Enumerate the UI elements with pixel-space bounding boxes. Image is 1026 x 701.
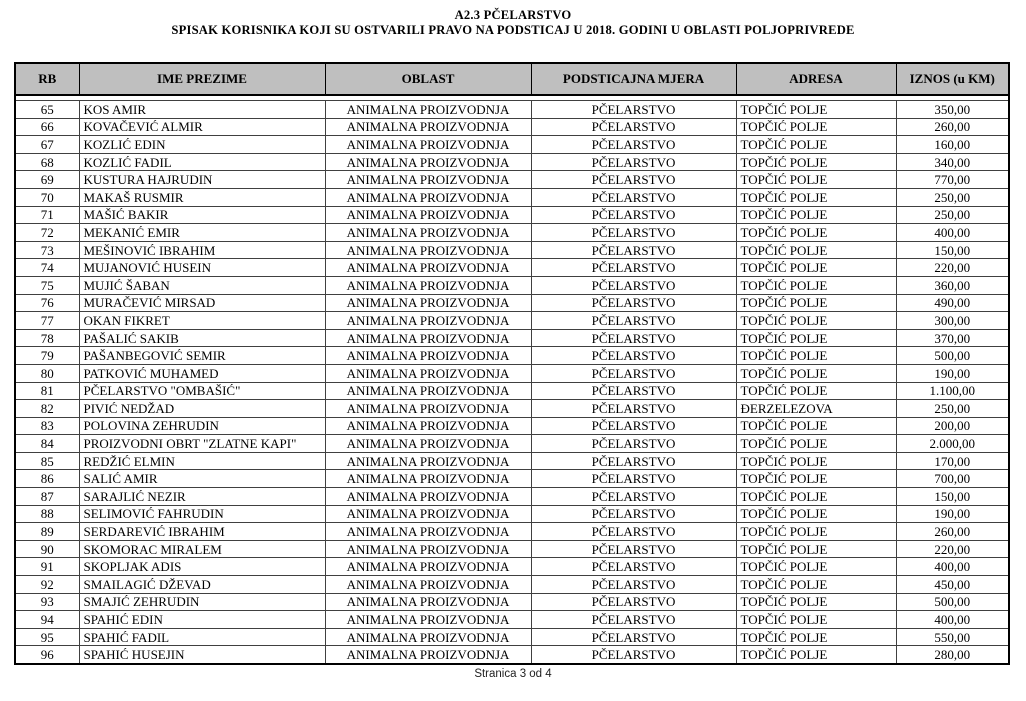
cell-adresa: TOPČIĆ POLJE bbox=[736, 576, 896, 594]
cell-ime-prezime: SPAHIĆ FADIL bbox=[79, 628, 325, 646]
cell-iznos: 500,00 bbox=[896, 593, 1009, 611]
cell-rb: 78 bbox=[15, 329, 79, 347]
cell-rb: 93 bbox=[15, 593, 79, 611]
table-row bbox=[15, 101, 1009, 119]
table-row bbox=[15, 118, 1009, 136]
cell-ime-prezime: PROIZVODNI OBRT "ZLATNE KAPI" bbox=[79, 435, 325, 453]
cell-adresa: TOPČIĆ POLJE bbox=[736, 294, 896, 312]
cell-podsticajna-mjera: PČELARSTVO bbox=[531, 347, 736, 365]
cell-oblast: ANIMALNA PROIZVODNJA bbox=[325, 611, 531, 629]
cell-ime-prezime: SKOMORAC MIRALEM bbox=[79, 540, 325, 558]
cell-podsticajna-mjera: PČELARSTVO bbox=[531, 540, 736, 558]
cell-adresa: TOPČIĆ POLJE bbox=[736, 101, 896, 119]
cell-oblast: ANIMALNA PROIZVODNJA bbox=[325, 259, 531, 277]
table-row bbox=[15, 382, 1009, 400]
cell-rb: 87 bbox=[15, 488, 79, 506]
cell-adresa: TOPČIĆ POLJE bbox=[736, 171, 896, 189]
cell-iznos: 260,00 bbox=[896, 118, 1009, 136]
cell-adresa: TOPČIĆ POLJE bbox=[736, 136, 896, 154]
cell-adresa: TOPČIĆ POLJE bbox=[736, 435, 896, 453]
cell-adresa: TOPČIĆ POLJE bbox=[736, 417, 896, 435]
cell-adresa: TOPČIĆ POLJE bbox=[736, 259, 896, 277]
cell-adresa: TOPČIĆ POLJE bbox=[736, 611, 896, 629]
cell-ime-prezime: PATKOVIĆ MUHAMED bbox=[79, 364, 325, 382]
page-number-indicator: Stranica 3 od 4 bbox=[474, 668, 552, 680]
column-header-oblast: OBLAST bbox=[325, 63, 531, 95]
cell-oblast: ANIMALNA PROIZVODNJA bbox=[325, 417, 531, 435]
cell-ime-prezime: MEŠINOVIĆ IBRAHIM bbox=[79, 241, 325, 259]
cell-oblast: ANIMALNA PROIZVODNJA bbox=[325, 118, 531, 136]
cell-iznos: 370,00 bbox=[896, 329, 1009, 347]
cell-adresa: TOPČIĆ POLJE bbox=[736, 558, 896, 576]
cell-podsticajna-mjera: PČELARSTVO bbox=[531, 576, 736, 594]
cell-podsticajna-mjera: PČELARSTVO bbox=[531, 276, 736, 294]
cell-iznos: 300,00 bbox=[896, 312, 1009, 330]
table-row bbox=[15, 171, 1009, 189]
cell-podsticajna-mjera: PČELARSTVO bbox=[531, 558, 736, 576]
cell-podsticajna-mjera: PČELARSTVO bbox=[531, 470, 736, 488]
table-row bbox=[15, 488, 1009, 506]
cell-ime-prezime: SALIĆ AMIR bbox=[79, 470, 325, 488]
cell-ime-prezime: SMAJIĆ ZEHRUDIN bbox=[79, 593, 325, 611]
cell-rb: 92 bbox=[15, 576, 79, 594]
cell-iznos: 1.100,00 bbox=[896, 382, 1009, 400]
cell-oblast: ANIMALNA PROIZVODNJA bbox=[325, 488, 531, 506]
cell-ime-prezime: SELIMOVIĆ FAHRUDIN bbox=[79, 505, 325, 523]
cell-oblast: ANIMALNA PROIZVODNJA bbox=[325, 294, 531, 312]
cell-adresa: TOPČIĆ POLJE bbox=[736, 329, 896, 347]
cell-rb: 81 bbox=[15, 382, 79, 400]
cell-podsticajna-mjera: PČELARSTVO bbox=[531, 646, 736, 664]
cell-ime-prezime: SKOPLJAK ADIS bbox=[79, 558, 325, 576]
table-row bbox=[15, 347, 1009, 365]
cell-ime-prezime: SPAHIĆ HUSEJIN bbox=[79, 646, 325, 664]
cell-rb: 71 bbox=[15, 206, 79, 224]
cell-adresa: TOPČIĆ POLJE bbox=[736, 382, 896, 400]
cell-rb: 72 bbox=[15, 224, 79, 242]
cell-adresa: TOPČIĆ POLJE bbox=[736, 224, 896, 242]
cell-podsticajna-mjera: PČELARSTVO bbox=[531, 611, 736, 629]
cell-ime-prezime: PČELARSTVO "OMBAŠIĆ" bbox=[79, 382, 325, 400]
cell-iznos: 700,00 bbox=[896, 470, 1009, 488]
cell-iznos: 170,00 bbox=[896, 452, 1009, 470]
cell-ime-prezime: SMAILAGIĆ DŽEVAD bbox=[79, 576, 325, 594]
column-header-rb: RB bbox=[15, 63, 79, 95]
cell-podsticajna-mjera: PČELARSTVO bbox=[531, 488, 736, 506]
cell-rb: 88 bbox=[15, 505, 79, 523]
cell-iznos: 2.000,00 bbox=[896, 435, 1009, 453]
table-row bbox=[15, 523, 1009, 541]
cell-oblast: ANIMALNA PROIZVODNJA bbox=[325, 224, 531, 242]
cell-ime-prezime: MUJANOVIĆ HUSEIN bbox=[79, 259, 325, 277]
table-row bbox=[15, 558, 1009, 576]
cell-oblast: ANIMALNA PROIZVODNJA bbox=[325, 382, 531, 400]
document-title-line2: SPISAK KORISNIKA KOJI SU OSTVARILI PRAVO NA PODSTICAJ U 2018. GODINI U OBLASTI POLJOPRIVREDE bbox=[171, 23, 855, 37]
cell-adresa: TOPČIĆ POLJE bbox=[736, 470, 896, 488]
table-row bbox=[15, 312, 1009, 330]
table-row bbox=[15, 435, 1009, 453]
subsidy-table bbox=[14, 62, 1010, 665]
cell-podsticajna-mjera: PČELARSTVO bbox=[531, 505, 736, 523]
cell-rb: 90 bbox=[15, 540, 79, 558]
cell-oblast: ANIMALNA PROIZVODNJA bbox=[325, 628, 531, 646]
cell-iznos: 250,00 bbox=[896, 188, 1009, 206]
cell-rb: 74 bbox=[15, 259, 79, 277]
cell-adresa: TOPČIĆ POLJE bbox=[736, 206, 896, 224]
cell-rb: 96 bbox=[15, 646, 79, 664]
cell-rb: 68 bbox=[15, 153, 79, 171]
cell-ime-prezime: MAŠIĆ BAKIR bbox=[79, 206, 325, 224]
table-header bbox=[15, 63, 1009, 95]
cell-podsticajna-mjera: PČELARSTVO bbox=[531, 628, 736, 646]
cell-podsticajna-mjera: PČELARSTVO bbox=[531, 435, 736, 453]
cell-rb: 76 bbox=[15, 294, 79, 312]
table-row bbox=[15, 206, 1009, 224]
cell-podsticajna-mjera: PČELARSTVO bbox=[531, 136, 736, 154]
cell-ime-prezime: PAŠANBEGOVIĆ SEMIR bbox=[79, 347, 325, 365]
cell-iznos: 250,00 bbox=[896, 206, 1009, 224]
cell-iznos: 360,00 bbox=[896, 276, 1009, 294]
table-row bbox=[15, 646, 1009, 664]
table-header-row bbox=[15, 63, 1009, 95]
cell-iznos: 260,00 bbox=[896, 523, 1009, 541]
cell-podsticajna-mjera: PČELARSTVO bbox=[531, 400, 736, 418]
cell-podsticajna-mjera: PČELARSTVO bbox=[531, 224, 736, 242]
cell-oblast: ANIMALNA PROIZVODNJA bbox=[325, 188, 531, 206]
cell-ime-prezime: KOZLIĆ EDIN bbox=[79, 136, 325, 154]
cell-podsticajna-mjera: PČELARSTVO bbox=[531, 593, 736, 611]
cell-oblast: ANIMALNA PROIZVODNJA bbox=[325, 241, 531, 259]
table-row bbox=[15, 329, 1009, 347]
cell-adresa: TOPČIĆ POLJE bbox=[736, 347, 896, 365]
cell-ime-prezime: KOZLIĆ FADIL bbox=[79, 153, 325, 171]
cell-iznos: 190,00 bbox=[896, 364, 1009, 382]
table-row bbox=[15, 611, 1009, 629]
cell-rb: 89 bbox=[15, 523, 79, 541]
cell-rb: 95 bbox=[15, 628, 79, 646]
table-row bbox=[15, 364, 1009, 382]
cell-adresa: TOPČIĆ POLJE bbox=[736, 312, 896, 330]
cell-oblast: ANIMALNA PROIZVODNJA bbox=[325, 101, 531, 119]
cell-podsticajna-mjera: PČELARSTVO bbox=[531, 259, 736, 277]
cell-iznos: 400,00 bbox=[896, 558, 1009, 576]
cell-rb: 66 bbox=[15, 118, 79, 136]
cell-adresa: TOPČIĆ POLJE bbox=[736, 540, 896, 558]
cell-iznos: 450,00 bbox=[896, 576, 1009, 594]
cell-rb: 91 bbox=[15, 558, 79, 576]
column-header-iznos: IZNOS (u KM) bbox=[896, 63, 1009, 95]
cell-podsticajna-mjera: PČELARSTVO bbox=[531, 364, 736, 382]
cell-podsticajna-mjera: PČELARSTVO bbox=[531, 312, 736, 330]
cell-iznos: 550,00 bbox=[896, 628, 1009, 646]
cell-podsticajna-mjera: PČELARSTVO bbox=[531, 153, 736, 171]
cell-adresa: TOPČIĆ POLJE bbox=[736, 452, 896, 470]
table-row bbox=[15, 540, 1009, 558]
cell-adresa: TOPČIĆ POLJE bbox=[736, 646, 896, 664]
cell-rb: 73 bbox=[15, 241, 79, 259]
cell-ime-prezime: POLOVINA ZEHRUDIN bbox=[79, 417, 325, 435]
cell-rb: 67 bbox=[15, 136, 79, 154]
cell-rb: 83 bbox=[15, 417, 79, 435]
table-row bbox=[15, 259, 1009, 277]
cell-oblast: ANIMALNA PROIZVODNJA bbox=[325, 470, 531, 488]
cell-podsticajna-mjera: PČELARSTVO bbox=[531, 118, 736, 136]
cell-ime-prezime: SERDAREVIĆ IBRAHIM bbox=[79, 523, 325, 541]
cell-rb: 80 bbox=[15, 364, 79, 382]
table-row bbox=[15, 628, 1009, 646]
cell-iznos: 250,00 bbox=[896, 400, 1009, 418]
cell-podsticajna-mjera: PČELARSTVO bbox=[531, 417, 736, 435]
cell-rb: 85 bbox=[15, 452, 79, 470]
cell-ime-prezime: OKAN FIKRET bbox=[79, 312, 325, 330]
cell-adresa: TOPČIĆ POLJE bbox=[736, 505, 896, 523]
table-row bbox=[15, 294, 1009, 312]
cell-oblast: ANIMALNA PROIZVODNJA bbox=[325, 276, 531, 294]
cell-oblast: ANIMALNA PROIZVODNJA bbox=[325, 646, 531, 664]
cell-ime-prezime: KUSTURA HAJRUDIN bbox=[79, 171, 325, 189]
cell-ime-prezime: MUJIĆ ŠABAN bbox=[79, 276, 325, 294]
cell-adresa: ĐERZELEZOVA bbox=[736, 400, 896, 418]
cell-adresa: TOPČIĆ POLJE bbox=[736, 523, 896, 541]
cell-iznos: 350,00 bbox=[896, 101, 1009, 119]
cell-adresa: TOPČIĆ POLJE bbox=[736, 118, 896, 136]
cell-iznos: 220,00 bbox=[896, 259, 1009, 277]
cell-iznos: 340,00 bbox=[896, 153, 1009, 171]
cell-ime-prezime: MEKANIĆ EMIR bbox=[79, 224, 325, 242]
cell-adresa: TOPČIĆ POLJE bbox=[736, 153, 896, 171]
cell-adresa: TOPČIĆ POLJE bbox=[736, 276, 896, 294]
table-row bbox=[15, 224, 1009, 242]
cell-ime-prezime: MAKAŠ RUSMIR bbox=[79, 188, 325, 206]
table-row bbox=[15, 276, 1009, 294]
cell-ime-prezime: REDŽIĆ ELMIN bbox=[79, 452, 325, 470]
cell-podsticajna-mjera: PČELARSTVO bbox=[531, 188, 736, 206]
cell-podsticajna-mjera: PČELARSTVO bbox=[531, 523, 736, 541]
cell-oblast: ANIMALNA PROIZVODNJA bbox=[325, 505, 531, 523]
cell-podsticajna-mjera: PČELARSTVO bbox=[531, 329, 736, 347]
cell-iznos: 400,00 bbox=[896, 611, 1009, 629]
table-row bbox=[15, 400, 1009, 418]
cell-adresa: TOPČIĆ POLJE bbox=[736, 188, 896, 206]
cell-rb: 79 bbox=[15, 347, 79, 365]
cell-iznos: 280,00 bbox=[896, 646, 1009, 664]
table-row bbox=[15, 241, 1009, 259]
cell-oblast: ANIMALNA PROIZVODNJA bbox=[325, 576, 531, 594]
cell-rb: 77 bbox=[15, 312, 79, 330]
cell-rb: 75 bbox=[15, 276, 79, 294]
cell-iznos: 400,00 bbox=[896, 224, 1009, 242]
table-row bbox=[15, 470, 1009, 488]
cell-oblast: ANIMALNA PROIZVODNJA bbox=[325, 329, 531, 347]
cell-iznos: 200,00 bbox=[896, 417, 1009, 435]
cell-adresa: TOPČIĆ POLJE bbox=[736, 593, 896, 611]
table-row bbox=[15, 417, 1009, 435]
cell-ime-prezime: PIVIĆ NEDŽAD bbox=[79, 400, 325, 418]
table-row bbox=[15, 136, 1009, 154]
table-row bbox=[15, 188, 1009, 206]
cell-oblast: ANIMALNA PROIZVODNJA bbox=[325, 312, 531, 330]
cell-podsticajna-mjera: PČELARSTVO bbox=[531, 241, 736, 259]
cell-podsticajna-mjera: PČELARSTVO bbox=[531, 452, 736, 470]
cell-iznos: 770,00 bbox=[896, 171, 1009, 189]
cell-ime-prezime: KOS AMIR bbox=[79, 101, 325, 119]
cell-rb: 70 bbox=[15, 188, 79, 206]
table-row bbox=[15, 505, 1009, 523]
cell-oblast: ANIMALNA PROIZVODNJA bbox=[325, 593, 531, 611]
cell-rb: 86 bbox=[15, 470, 79, 488]
cell-ime-prezime: SARAJLIĆ NEZIR bbox=[79, 488, 325, 506]
cell-iznos: 490,00 bbox=[896, 294, 1009, 312]
cell-oblast: ANIMALNA PROIZVODNJA bbox=[325, 136, 531, 154]
cell-oblast: ANIMALNA PROIZVODNJA bbox=[325, 558, 531, 576]
cell-ime-prezime: MURAČEVIĆ MIRSAD bbox=[79, 294, 325, 312]
cell-iznos: 150,00 bbox=[896, 488, 1009, 506]
table-row bbox=[15, 576, 1009, 594]
document-title bbox=[0, 8, 1026, 38]
cell-rb: 94 bbox=[15, 611, 79, 629]
cell-oblast: ANIMALNA PROIZVODNJA bbox=[325, 153, 531, 171]
cell-oblast: ANIMALNA PROIZVODNJA bbox=[325, 452, 531, 470]
cell-oblast: ANIMALNA PROIZVODNJA bbox=[325, 400, 531, 418]
table-body bbox=[15, 95, 1009, 664]
cell-oblast: ANIMALNA PROIZVODNJA bbox=[325, 171, 531, 189]
cell-rb: 82 bbox=[15, 400, 79, 418]
cell-podsticajna-mjera: PČELARSTVO bbox=[531, 101, 736, 119]
cell-ime-prezime: SPAHIĆ EDIN bbox=[79, 611, 325, 629]
cell-iznos: 220,00 bbox=[896, 540, 1009, 558]
cell-adresa: TOPČIĆ POLJE bbox=[736, 241, 896, 259]
cell-iznos: 160,00 bbox=[896, 136, 1009, 154]
cell-podsticajna-mjera: PČELARSTVO bbox=[531, 171, 736, 189]
cell-podsticajna-mjera: PČELARSTVO bbox=[531, 206, 736, 224]
cell-adresa: TOPČIĆ POLJE bbox=[736, 488, 896, 506]
cell-iznos: 190,00 bbox=[896, 505, 1009, 523]
cell-adresa: TOPČIĆ POLJE bbox=[736, 628, 896, 646]
cell-oblast: ANIMALNA PROIZVODNJA bbox=[325, 435, 531, 453]
cell-rb: 65 bbox=[15, 101, 79, 119]
cell-oblast: ANIMALNA PROIZVODNJA bbox=[325, 206, 531, 224]
cell-iznos: 500,00 bbox=[896, 347, 1009, 365]
cell-podsticajna-mjera: PČELARSTVO bbox=[531, 294, 736, 312]
column-header-adresa: ADRESA bbox=[736, 63, 896, 95]
table-row bbox=[15, 153, 1009, 171]
cell-oblast: ANIMALNA PROIZVODNJA bbox=[325, 523, 531, 541]
cell-iznos: 150,00 bbox=[896, 241, 1009, 259]
table-row bbox=[15, 593, 1009, 611]
cell-oblast: ANIMALNA PROIZVODNJA bbox=[325, 540, 531, 558]
cell-oblast: ANIMALNA PROIZVODNJA bbox=[325, 364, 531, 382]
cell-ime-prezime: PAŠALIĆ SAKIB bbox=[79, 329, 325, 347]
column-header-ime-prezime: IME PREZIME bbox=[79, 63, 325, 95]
table-row bbox=[15, 452, 1009, 470]
cell-oblast: ANIMALNA PROIZVODNJA bbox=[325, 347, 531, 365]
cell-ime-prezime: KOVAČEVIĆ ALMIR bbox=[79, 118, 325, 136]
column-header-podsticajna-mjera: PODSTICAJNA MJERA bbox=[531, 63, 736, 95]
cell-rb: 69 bbox=[15, 171, 79, 189]
document-title-line1: A2.3 PČELARSTVO bbox=[454, 8, 572, 22]
cell-adresa: TOPČIĆ POLJE bbox=[736, 364, 896, 382]
cell-podsticajna-mjera: PČELARSTVO bbox=[531, 382, 736, 400]
cell-rb: 84 bbox=[15, 435, 79, 453]
